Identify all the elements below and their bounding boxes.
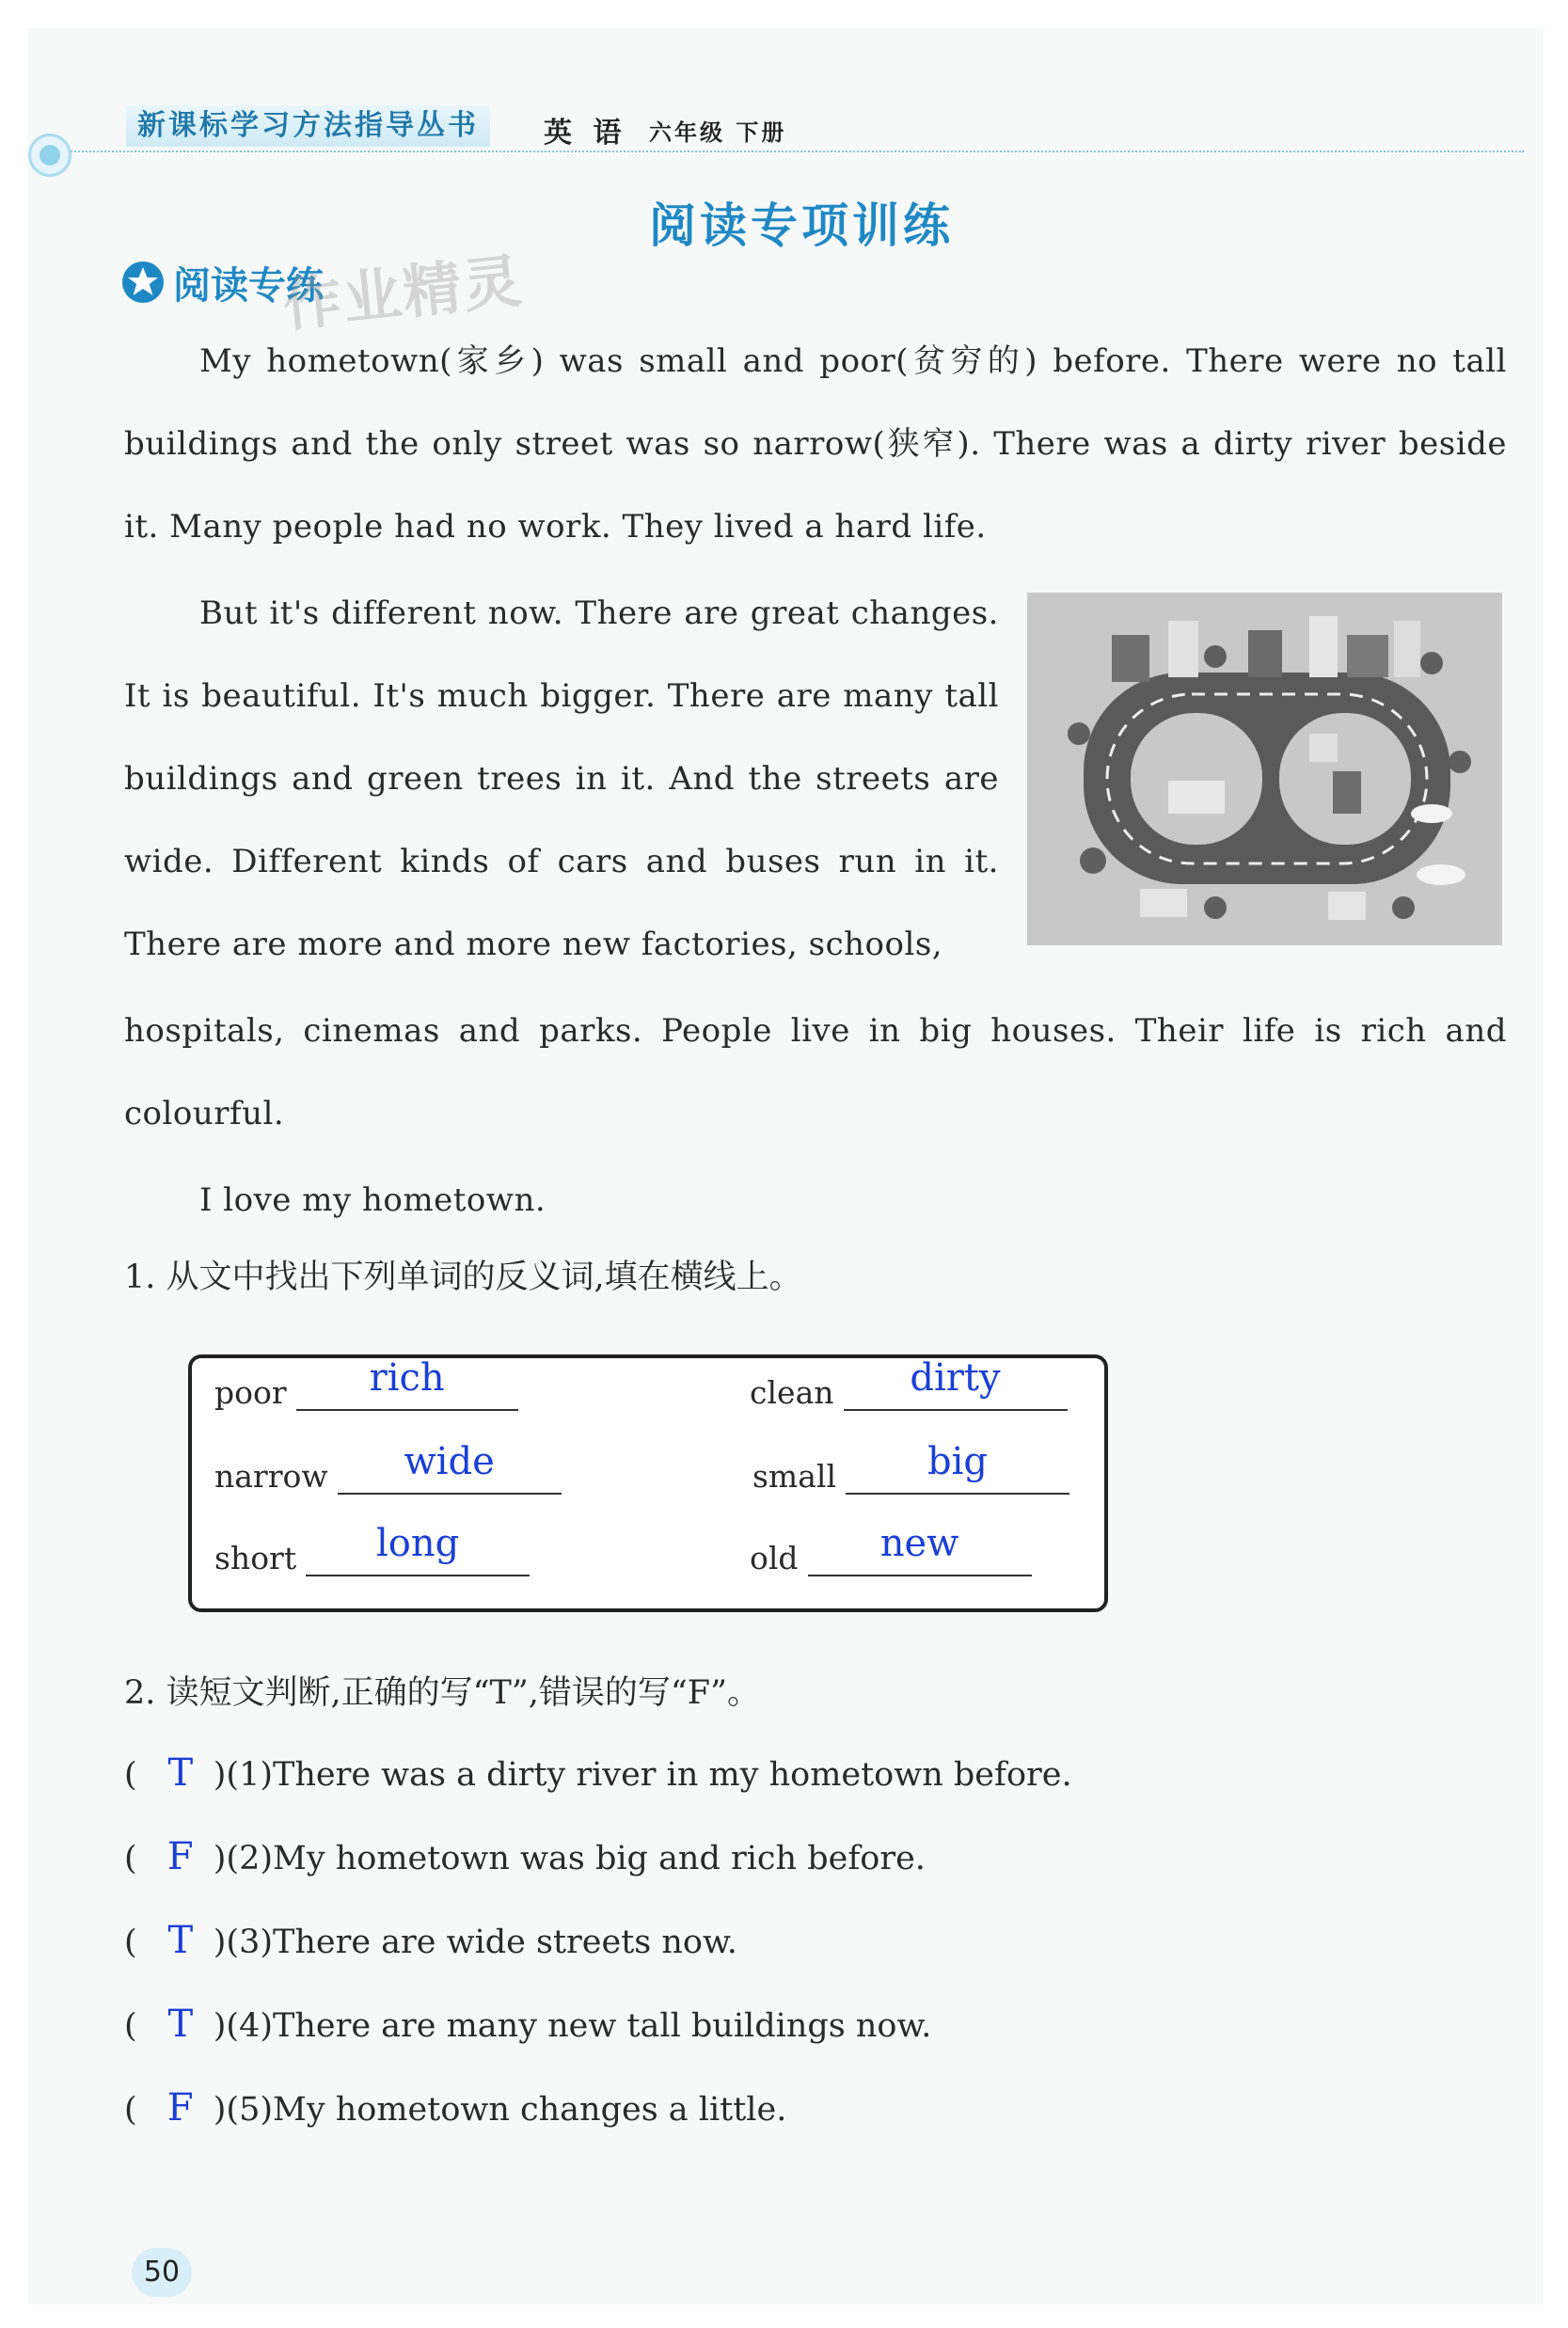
answer-blank[interactable] <box>338 1440 562 1495</box>
page-title: 阅读专项训练 <box>649 198 954 253</box>
antonym-word: narrow <box>214 1458 328 1495</box>
question-1-instruction: 1. 从文中找出下列单词的反义词,填在横线上。 <box>124 1259 802 1296</box>
answer-text: wide <box>404 1440 495 1483</box>
antonym-word: short <box>214 1540 297 1576</box>
antonym-pair <box>750 1356 1068 1411</box>
antonym-pair <box>214 1522 530 1576</box>
true-false-item: ( T )(3)There are wide streets now. <box>124 1919 737 1962</box>
antonym-word: small <box>752 1458 837 1495</box>
answer-blank[interactable] <box>306 1522 530 1576</box>
passage-paragraph-3: hospitals, cinemas and parks. People live in big houses. Their life is rich and colourful. <box>124 1012 1507 1132</box>
tf-statement: )(4)There are many new tall buildings now. <box>213 2007 932 2045</box>
answer-text: rich <box>369 1356 445 1400</box>
passage-paragraph-4: I love my hometown. <box>199 1181 546 1219</box>
question-2-instruction: 2. 读短文判断,正确的写“T”,错误的写“F”。 <box>124 1674 760 1712</box>
antonym-word: poor <box>214 1374 287 1411</box>
antonym-word: clean <box>750 1374 834 1411</box>
answer-blank[interactable] <box>846 1440 1069 1495</box>
tf-statement: )(2)My hometown was big and rich before. <box>213 1840 926 1877</box>
subject-label: 英 语 <box>544 117 627 150</box>
star-icon <box>120 260 166 305</box>
answer-text: new <box>879 1522 959 1565</box>
tf-statement: )(3)There are wide streets now. <box>213 1924 737 1961</box>
true-false-item: ( F )(2)My hometown was big and rich before. <box>124 1835 926 1878</box>
page-number: 50 <box>132 2248 192 2297</box>
antonym-pair <box>750 1522 1032 1576</box>
tf-answer[interactable]: T <box>167 1751 194 1795</box>
antonym-pair <box>752 1440 1069 1495</box>
answer-blank[interactable] <box>844 1356 1068 1411</box>
tf-answer[interactable]: F <box>166 1835 194 1878</box>
hometown-illustration <box>1027 593 1502 945</box>
tf-answer[interactable]: F <box>166 2086 194 2130</box>
passage-paragraph-1: My hometown(家乡) was small and poor(贫穷的) before. There were no tall buildings and the only street was so narrow(狭窄). There was a dirty river beside it. Many people had no work. They lived a hard life. <box>124 342 1507 546</box>
answer-blank[interactable] <box>296 1356 518 1411</box>
passage-paragraph-2: But it's different now. There are great changes. It is beautiful. It's much bigger. There are many tall buildings and green trees in it. And the streets are wide. Different kinds of cars and buses run in it. There are more and more new factories, schools, <box>124 594 999 963</box>
tf-answer[interactable]: T <box>167 1919 194 1962</box>
answer-blank[interactable] <box>808 1522 1032 1576</box>
tf-statement: )(1)There was a dirty river in my hometown before. <box>213 1756 1072 1794</box>
answer-text: big <box>927 1440 989 1483</box>
true-false-item: ( T )(1)There was a dirty river in my hometown before. <box>124 1751 1072 1795</box>
series-title: 新课标学习方法指导丛书 <box>126 105 490 147</box>
antonym-pair <box>214 1440 562 1495</box>
tf-answer[interactable]: T <box>167 2003 194 2046</box>
header-circle-icon <box>28 134 71 177</box>
answer-text: dirty <box>910 1356 1001 1400</box>
section-label: 阅读专练 <box>173 263 324 308</box>
tf-statement: )(5)My hometown changes a little. <box>213 2091 787 2129</box>
antonym-pair <box>214 1356 518 1411</box>
watermark: 作业精灵 <box>279 245 527 340</box>
grade-label: 六年级 下册 <box>649 119 787 146</box>
antonym-word: old <box>750 1540 799 1576</box>
true-false-item: ( F )(5)My hometown changes a little. <box>124 2086 787 2130</box>
answer-text: long <box>375 1522 460 1565</box>
true-false-item: ( T )(4)There are many new tall buildings now. <box>124 2003 932 2046</box>
